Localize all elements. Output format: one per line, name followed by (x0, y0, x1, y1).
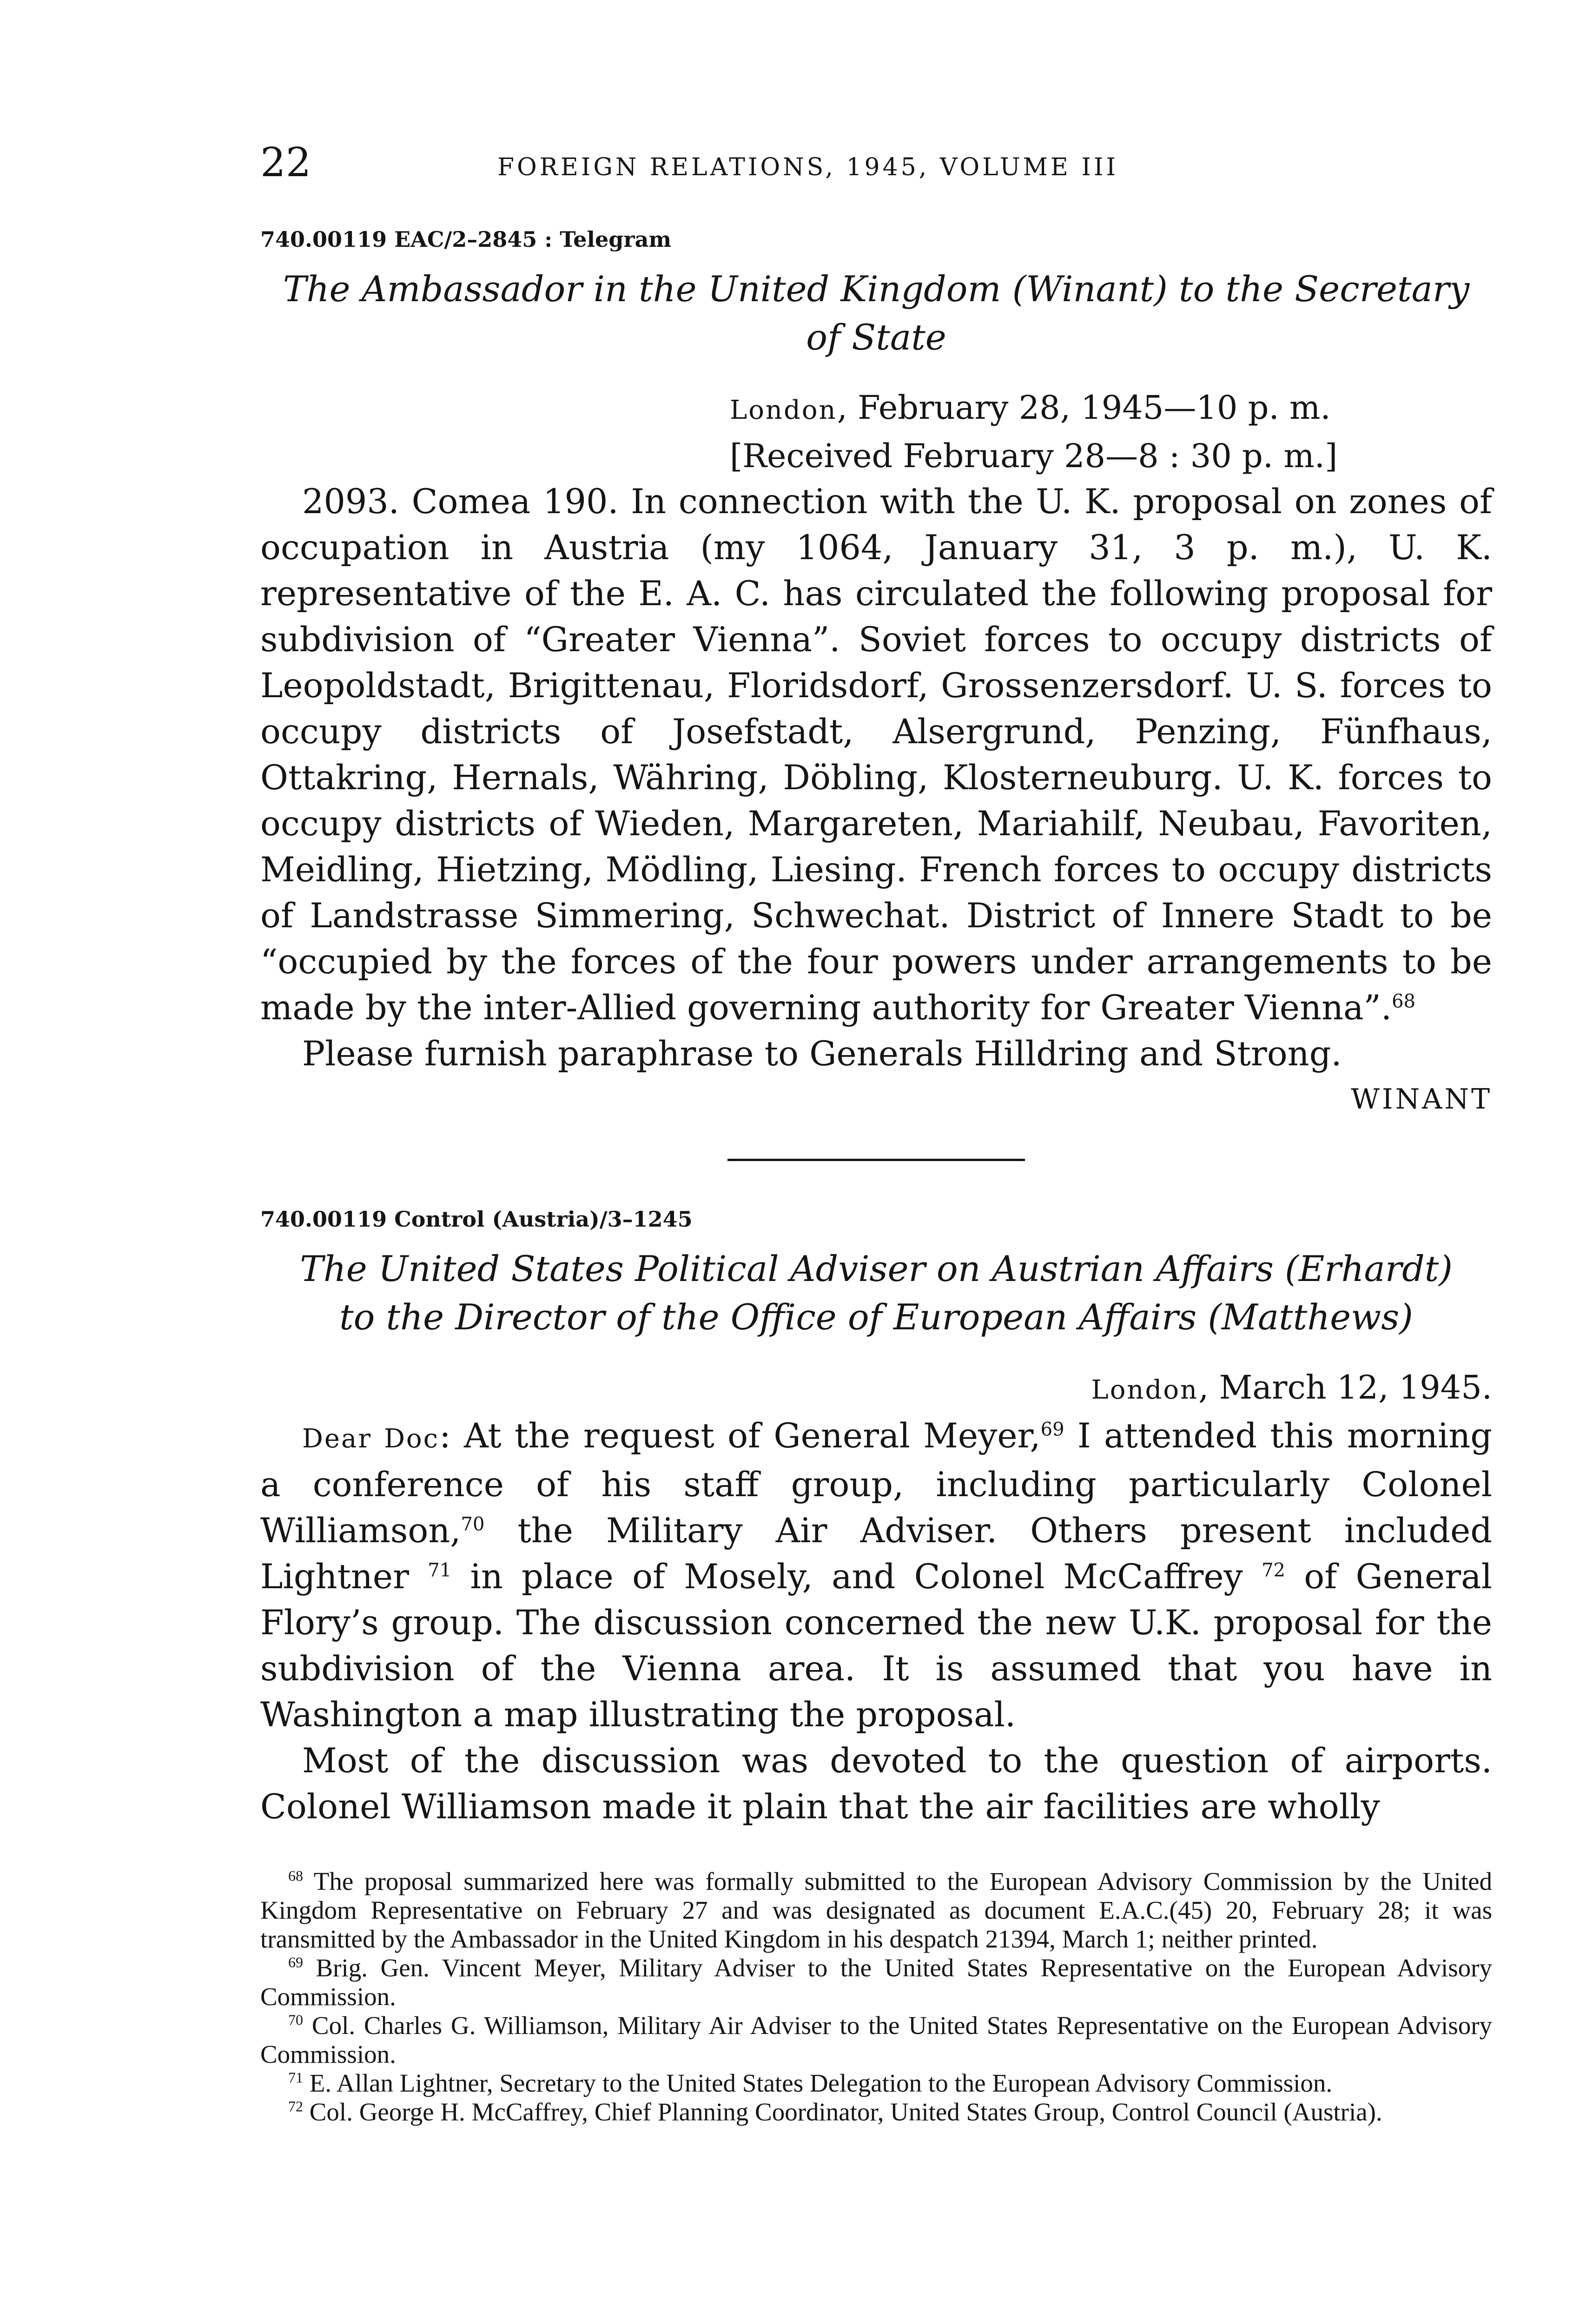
doc1-date: , February 28, 1945—10 p. m. (837, 389, 1331, 427)
doc1-paragraph-2: Please furnish paraphrase to Generals Hilldring and Strong. (302, 1034, 1342, 1074)
footnote-text: E. Allan Lightner, Secretary to the United States Delegation to the European Advisory Commission. (309, 2069, 1333, 2097)
footnote-ref-72: 72 (1262, 1559, 1285, 1581)
doc1-received: [Received February 28—8 : 30 p. m.] (730, 437, 1338, 475)
running-head (260, 139, 1492, 195)
doc2-p1-e: of General Flory’s group. The discussion concerned the new U.K. proposal for the subdivision of the Vienna area. It is assumed that you have in Washington a map illustrating the proposal. (260, 1557, 1492, 1735)
page (260, 139, 1492, 2126)
doc2-salutation: Dear Doc (302, 1424, 440, 1454)
footnote-ref-71: 71 (428, 1559, 452, 1581)
page-number: 22 (260, 139, 311, 186)
doc1-title (260, 265, 1492, 362)
footnote-number: 72 (288, 2098, 303, 2115)
doc1-signature: WINANT (1351, 1083, 1492, 1116)
doc1-title-line1: The Ambassador in the United Kingdom (Winant) to the Secretary (283, 268, 1470, 310)
doc1-dateline (730, 385, 1492, 433)
footnote-68 (260, 1867, 1492, 1954)
footnote-72 (260, 2098, 1492, 2126)
section-divider (727, 1159, 1025, 1161)
doc1-paragraph-1-text: 2093. Comea 190. In connection with the U. K. proposal on zones of occupation in Austria (my 1064, January 31, 3 p. m.), U. K. representative of the E. A. C. has circulated the following proposal for subdivision of “Greater Vienna”. Soviet forces to occupy districts of Leopoldstadt, Brigittenau, Floridsdorf, Grossenzersdorf. U. S. forces to occupy districts of Josefstadt, Alsergrund, Penzing, Fünfhaus, Ottakring, Hernals, Währing, Döbling, Klosterneuburg. U. K. forces to occupy districts of Wieden, Margareten, Mariahilf, Neubau, Favoriten, Meidling, Hietzing, Mödling, Liesing. French forces to occupy districts of Landstrasse Simmering, Schwechat. District of Innere Stadt to be “occupied by the forces of the four powers under arrangements to be made by the inter-Allied governing authority for Greater Vienna”. (260, 482, 1492, 1028)
doc1-title-line2: of State (806, 317, 946, 358)
footnote-number: 71 (288, 2069, 303, 2086)
footnote-69 (260, 1954, 1492, 2011)
doc2-p1-d: in place of Mosely, and Colonel McCaffrey (451, 1557, 1243, 1597)
footnote-71 (260, 2069, 1492, 2098)
doc2-file-reference: 740.00119 Control (Austria)/3–1245 (260, 1207, 693, 1232)
doc2-paragraph-1 (260, 1413, 1492, 1738)
footnote-text: Col. Charles G. Williamson, Military Air Adviser to the United States Representative on the European Advisory Commission. (260, 2011, 1493, 2068)
doc2-title-line1: The United States Political Adviser on Austrian Affairs (Erhardt) (300, 1248, 1453, 1289)
running-title: FOREIGN RELATIONS, 1945, VOLUME III (497, 153, 1118, 181)
doc2-paragraph-2: Most of the discussion was devoted to the question of airports. Colonel Williamson made it plain that the air facilities are wholly (260, 1741, 1492, 1827)
footnote-text: Col. George H. McCaffrey, Chief Planning Coordinator, United States Group, Control Council (Austria). (309, 2098, 1382, 2126)
doc1-paragraph-1 (260, 479, 1492, 1031)
footnote-ref-70: 70 (461, 1513, 485, 1535)
footnote-number: 70 (288, 2011, 303, 2028)
doc2-date: , March 12, 1945. (1198, 1368, 1492, 1406)
doc2-place: London (1091, 1375, 1199, 1405)
footnote-ref-69: 69 (1040, 1419, 1064, 1440)
doc1-file-reference: 740.00119 EAC/2–2845 : Telegram (260, 227, 672, 252)
footnote-text: Brig. Gen. Vincent Meyer, Military Adviser to the United States Representative on the European Advisory Commission. (260, 1954, 1493, 2011)
footnote-number: 68 (288, 1867, 303, 1884)
footnote-70 (260, 2011, 1492, 2069)
footnote-text: The proposal summarized here was formally submitted to the European Advisory Commission by the United Kingdom Representative on February 27 and was designated as document E.A.C.(45) 20, February 28; it was transmitted by the Ambassador in the United Kingdom in his despatch 21394, March 1; neither printed. (260, 1867, 1492, 1953)
doc2-title (260, 1245, 1492, 1341)
doc2-p1-b: I attended this morning a conference of his staff group, including particularly Colonel Williamson, (260, 1416, 1493, 1551)
footnote-number: 69 (288, 1954, 303, 1971)
doc2-dateline (260, 1365, 1492, 1413)
footnotes (260, 1867, 1492, 2126)
doc2-p1-a: : At the request of General Meyer, (439, 1416, 1041, 1456)
footnote-ref-68: 68 (1392, 990, 1415, 1012)
doc2-title-line2: to the Director of the Office of European Affairs (Matthews) (339, 1296, 1413, 1338)
doc2-p1-c: the Military Air Adviser. Others present included Lightner (260, 1511, 1492, 1597)
doc1-place: London (730, 395, 837, 425)
